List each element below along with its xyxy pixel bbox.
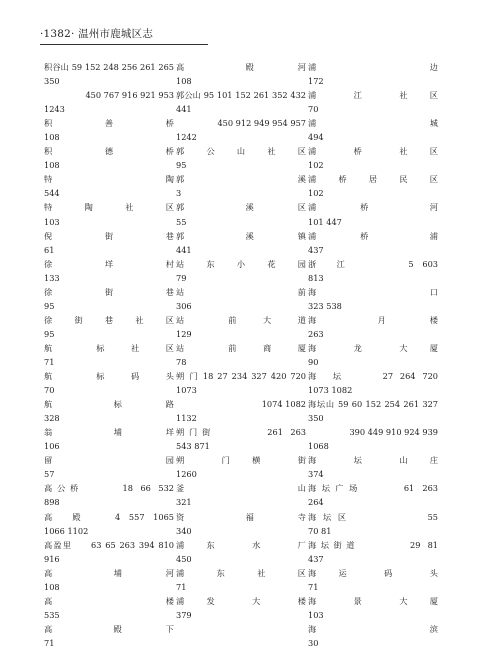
index-pages: 61 <box>44 244 55 255</box>
index-pages: 379 <box>176 609 192 620</box>
index-column-2 <box>176 60 306 622</box>
index-entry: 海坛山 59 60 152 254 261 327 <box>308 399 438 410</box>
index-pages: 1242 <box>176 132 197 143</box>
index-pages: 543 871 <box>176 441 210 452</box>
index-pages: 323 538 <box>308 300 342 311</box>
index-pages: 916 <box>44 553 60 564</box>
index-entry: 海坛广场 61 263 <box>308 483 438 494</box>
index-entry: 徐 街 巷 <box>44 286 174 297</box>
index-entry: 高 楼 <box>44 595 174 606</box>
index-entry: 浦 桥 河 <box>308 202 438 213</box>
index-entry: 1074 1082 <box>261 399 306 410</box>
index-pages: 450 <box>176 553 192 564</box>
index-pages: 1068 <box>308 441 329 452</box>
index-entry: 390 449 910 924 939 <box>349 427 438 438</box>
index-entry: 留 园 <box>44 455 174 466</box>
index-entry: 浦 发 大 楼 <box>176 595 306 606</box>
index-pages: 79 <box>176 272 187 283</box>
index-entry: 海 坛 27 264 720 <box>308 371 438 382</box>
index-entry: 朔 门 18 27 234 327 420 720 <box>176 371 306 382</box>
index-entry: 海 景 大 厦 <box>308 595 438 606</box>
index-pages: 71 <box>44 356 55 367</box>
index-pages: 350 <box>308 413 324 424</box>
index-pages: 898 <box>44 497 60 508</box>
index-pages: 340 <box>176 525 192 536</box>
index-entry: 积 德 桥 <box>44 146 174 157</box>
index-entry: 站 前 <box>176 286 306 297</box>
index-pages: 813 <box>308 272 324 283</box>
index-entry: 郭 溪 区 <box>176 202 306 213</box>
index-pages: 106 <box>44 441 60 452</box>
index-entry: 资 福 寺 <box>176 511 306 522</box>
index-entry: 郭 溪 镇 <box>176 230 306 241</box>
index-entry: 浦 桥 居 民 区 <box>308 174 438 185</box>
index-entry: 浦 城 <box>308 118 438 129</box>
index-entry: 海 口 <box>308 286 438 297</box>
index-entry: 翁 埔 垟 <box>44 427 174 438</box>
index-pages: 103 <box>308 609 324 620</box>
index-pages: 103 <box>44 216 60 227</box>
header-rule <box>40 44 208 45</box>
index-entry: 倪 街 巷 <box>44 230 174 241</box>
index-pages: 70 81 <box>308 525 332 536</box>
index-entry: 徐 垟 村 <box>44 258 174 269</box>
index-pages: 1260 <box>176 469 197 480</box>
index-entry: 航 标 社 区 <box>44 342 174 353</box>
index-pages: 3 <box>176 188 182 199</box>
index-pages: 306 <box>176 300 192 311</box>
index-entry: 浦 桥 浦 <box>308 230 438 241</box>
index-pages: 1073 1082 <box>308 385 353 396</box>
index-pages: 102 <box>308 188 324 199</box>
index-entry: 航 标 路 <box>44 399 174 410</box>
index-entry: 徐 街 巷 社 区 <box>44 314 174 325</box>
index-column-3 <box>308 60 438 650</box>
index-pages: 90 <box>308 356 319 367</box>
index-pages: 70 <box>44 385 55 396</box>
index-column-1 <box>44 60 174 650</box>
index-entry: 海坛区 55 <box>308 511 438 522</box>
index-pages: 263 <box>308 328 324 339</box>
index-entry: 浦 桥 社 区 <box>308 146 438 157</box>
index-pages: 264 <box>308 497 324 508</box>
index-entry: 海 坛 山 庄 <box>308 455 438 466</box>
index-entry: 积 善 桥 <box>44 118 174 129</box>
index-pages: 78 <box>176 356 187 367</box>
index-entry: 高 殿 下 <box>44 623 174 634</box>
index-entry: 高公桥 18 66 532 <box>44 483 174 494</box>
index-pages: 108 <box>176 76 192 87</box>
index-pages: 108 <box>44 160 60 171</box>
index-entry: 浙 江 5 603 <box>308 258 438 269</box>
index-pages: 328 <box>44 413 60 424</box>
index-pages: 1132 <box>176 413 197 424</box>
index-entry: 釜 山 <box>176 483 306 494</box>
index-pages: 71 <box>44 637 55 648</box>
index-pages: 441 <box>176 244 192 255</box>
index-pages: 494 <box>308 132 324 143</box>
index-entry: 朔门街 261 263 <box>176 427 306 438</box>
index-entry: 高 殿 4 557 1065 <box>44 511 174 522</box>
index-entry: 积谷山 59 152 248 256 261 265 <box>44 62 174 72</box>
index-entry: 郭 公 山 社 区 <box>176 146 306 157</box>
index-pages: 129 <box>176 328 192 339</box>
index-pages: 133 <box>44 272 60 283</box>
index-entry: 海 运 码 头 <box>308 567 438 578</box>
index-pages: 350 <box>44 76 60 87</box>
index-pages: 1073 <box>176 385 197 396</box>
index-pages: 30 <box>308 637 319 648</box>
index-entry: 海 月 楼 <box>308 314 438 325</box>
index-entry: 特 陶 社 区 <box>44 202 174 213</box>
index-entry: 海 滨 <box>308 623 438 634</box>
index-pages: 1066 1102 <box>44 525 89 536</box>
index-pages: 437 <box>308 553 324 564</box>
index-pages: 101 447 <box>308 216 342 227</box>
index-pages: 70 <box>308 104 319 115</box>
index-entry: 高 埔 河 <box>44 567 174 578</box>
index-entry: 浦 东 社 区 <box>176 567 306 578</box>
index-pages: 108 <box>44 581 60 592</box>
index-entry: 特 陶 <box>44 174 174 185</box>
index-entry: 浦 边 <box>308 62 438 72</box>
index-pages: 437 <box>308 244 324 255</box>
index-pages: 95 <box>176 160 187 171</box>
index-pages: 535 <box>44 609 60 620</box>
page-header: ·1382· 温州市鹿城区志 <box>40 28 154 40</box>
index-entry: 朔 门 横 街 <box>176 455 306 466</box>
index-pages: 71 <box>308 581 319 592</box>
index-pages: 321 <box>176 497 192 508</box>
index-pages: 71 <box>176 581 187 592</box>
index-pages: 374 <box>308 469 324 480</box>
index-pages: 544 <box>44 188 60 199</box>
index-entry: 海 龙 大 厦 <box>308 342 438 353</box>
index-pages: 95 <box>44 328 55 339</box>
index-pages: 108 <box>44 132 60 143</box>
index-pages: 55 <box>176 216 187 227</box>
index-pages: 172 <box>308 76 324 87</box>
index-entry: 浦 东 水 厂 <box>176 539 306 550</box>
index-entry: 450 767 916 921 953 <box>85 90 174 101</box>
index-entry: 站 前 商 厦 <box>176 342 306 353</box>
index-entry: 海坛街道 29 81 <box>308 539 438 550</box>
index-entry: 浦 江 社 区 <box>308 90 438 101</box>
index-pages: 1243 <box>44 104 65 115</box>
index-entry: 高 殿 河 <box>176 62 306 72</box>
index-entry: 站 东 小 花 园 <box>176 258 306 269</box>
index-entry: 高盈里 63 65 263 394 810 <box>44 539 174 550</box>
index-entry: 站 前 大 道 <box>176 314 306 325</box>
index-pages: 102 <box>308 160 324 171</box>
index-entry: 郭 溪 <box>176 174 306 185</box>
index-pages: 57 <box>44 469 55 480</box>
index-entry: 450 912 949 954 957 <box>217 118 306 129</box>
index-entry: 郭公山 95 101 152 261 352 432 <box>176 90 306 101</box>
index-entry: 航 标 码 头 <box>44 371 174 382</box>
index-pages: 441 <box>176 104 192 115</box>
index-pages: 95 <box>44 300 55 311</box>
